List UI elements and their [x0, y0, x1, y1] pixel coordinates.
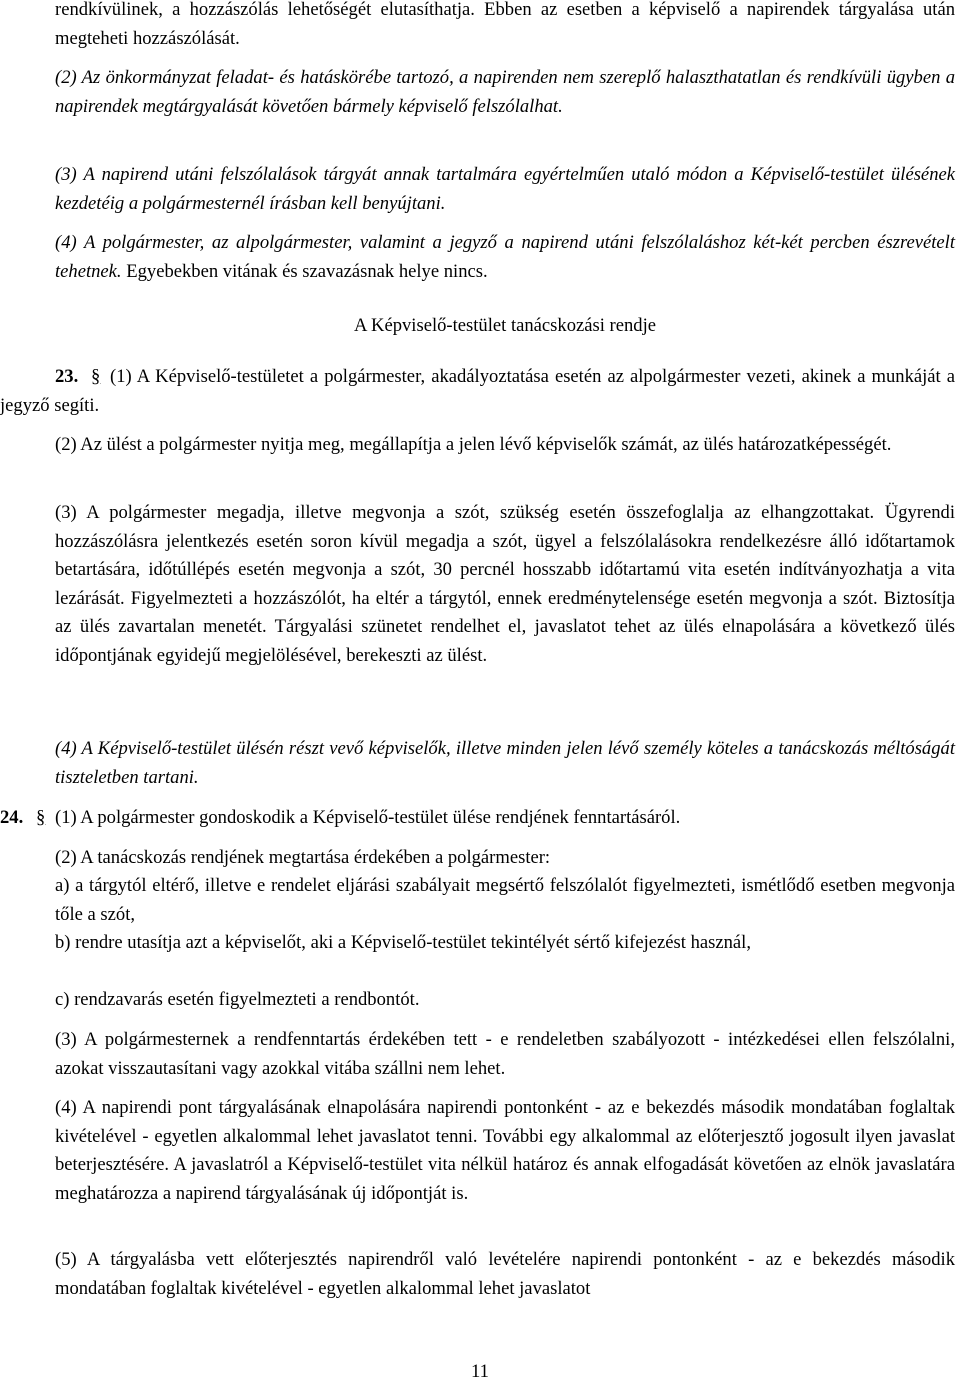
paragraph-4-regular: Egyebekben vitának és szavazásnak helye nincs. — [126, 260, 488, 282]
section-23-par-1 — [0, 363, 955, 420]
section-heading: A Képviselő-testület tanácskozási rendje — [353, 315, 657, 336]
section-23-par-3: (3) A polgármester megadja, illetve megvonja a szót, szükség esetén összefoglalja az elhangzottakat. Ügyrendi hozzászólásra jelentkezés esetén soron kívül megadja a szót, ügyel a felszólalásokra rendelkezésre álló időtartamok betartására, időtúllépés esetén megvonja a szót, 30 percnél hosszabb időtartamú vita esetén indítványozhatja a vita lezárását. Figyelmezteti a hozzászólót, ha eltér a tárgytól, ennek eredménytelensége esetén megvonja a szót. Biztosítja az ülés zavartalan menetét. Tárgyalási szünetet rendelhet el, javaslatot tehet az ülés elnapolására a következő ülés időpontjának egyidejű megjelölésével, berekeszti az ülést. — [55, 502, 955, 666]
section-number: 23. — [55, 366, 79, 387]
section-23-par-2: (2) Az ülést a polgármester nyitja meg, megállapítja a jelen lévő képviselők számát, az ülés határozatképességét. — [55, 434, 892, 455]
paragraph-3: (3) A napirend utáni felszólalások tárgyát annak tartalmára egyértelműen utaló módon a Képviselő-testület ülésének kezdetéig a polgármesternél írásban kell benyújtani. — [55, 164, 955, 214]
section-23-par-1-text: (1) A Képviselő-testületet a polgármester, akadályoztatása esetén az alpolgármester vezeti, akinek a munkáját a jegyző segíti. — [0, 366, 955, 416]
paragraph-2: (2) Az önkormányzat feladat- és hatáskörébe tartozó, a napirenden nem szereplő halaszthatatlan és rendkívüli ügyben a napirendek megtárgyalását követően bármely képviselő felszólalhat. — [55, 67, 955, 117]
section-mark: § — [36, 807, 46, 828]
section-24-par-3: (3) A polgármesternek a rendfenntartás érdekében tett - e rendeletben szabályozott - intézkedései ellen felszólalni, azokat visszautasítani vagy azokkal vitába szállni nem lehet. — [55, 1029, 955, 1079]
paragraph-4-italic: (4) A polgármester, az alpolgármester, valamint a jegyző a napirend utáni felszólaláshoz két-két percben észrevételt tehetnek. — [55, 232, 955, 282]
paragraph-4 — [55, 229, 955, 286]
section-mark: § — [91, 366, 101, 387]
section-24-par-5: (5) A tárgyalásba vett előterjesztés napirendről való levételére napirendi pontonként - az e bekezdés második mondatában foglaltak kivételével - egyetlen alkalommal lehet javaslatot — [55, 1249, 955, 1299]
section-24-par-2c: c) rendzavarás esetén figyelmezteti a rendbontót. — [55, 989, 420, 1010]
paragraph-continuation: rendkívülinek, a hozzászólás lehetőségét elutasíthatja. Ebben az esetben a képviselő a napirendek tárgyalása után megteheti hozzászólását. — [55, 0, 955, 49]
section-24-par-4: (4) A napirendi pont tárgyalásának elnapolására napirendi pontonként - az e bekezdés második mondatában foglaltak kivételével - egyetlen alkalommal lehet javaslatot tenni. További egy alkalommal az előterjesztő jogosult ilyen javaslat beterjesztésére. A javaslatról a Képviselő-testület vita nélkül határoz és annak elfogadását követően az elnök javaslatára meghatározza a napirend tárgyalásának új időpontját is. — [55, 1097, 955, 1204]
section-number: 24. — [0, 807, 24, 828]
page-number: 11 — [471, 1361, 489, 1382]
section-24-par-2b: b) rendre utasítja azt a képviselőt, aki a Képviselő-testület tekintélyét sértő kifejezést használ, — [55, 932, 751, 953]
section-24-par-2a: a) a tárgytól eltérő, illetve e rendelet eljárási szabályait megsértő felszólalót figyelmezteti, ismétlődő esetben megvonja tőle a szót, — [55, 875, 955, 925]
section-24-par-1: (1) A polgármester gondoskodik a Képviselő-testület ülése rendjének fenntartásáról. — [55, 807, 681, 828]
section-24-par-2: (2) A tanácskozás rendjének megtartása érdekében a polgármester: — [55, 847, 551, 868]
section-23-par-4: (4) A Képviselő-testület ülésén részt vevő képviselők, illetve minden jelen lévő személy köteles a tanácskozás méltóságát tiszteletben tartani. — [55, 738, 955, 788]
